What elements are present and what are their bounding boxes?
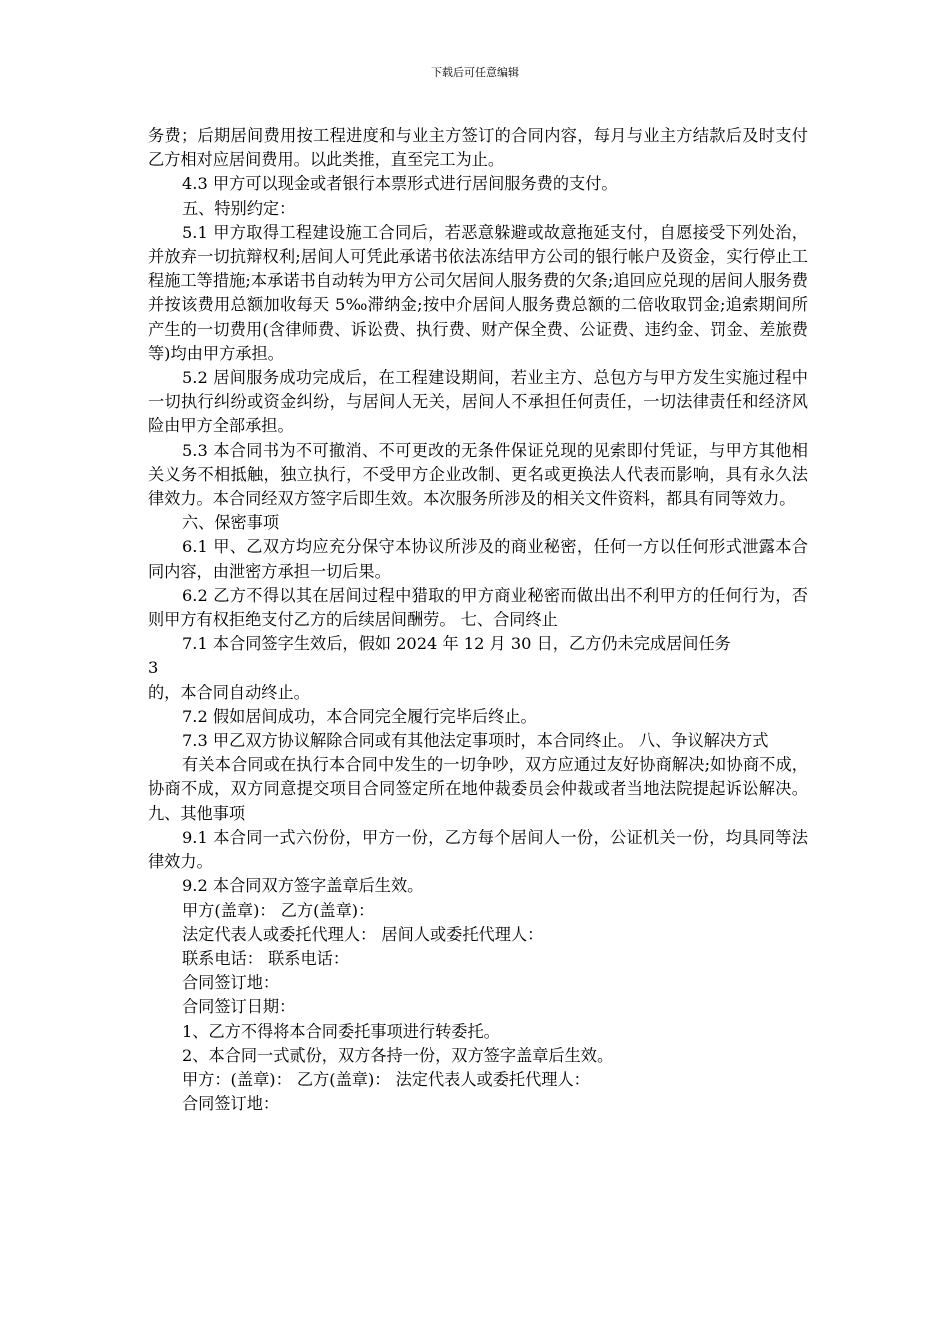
paragraph: 5.2 居间服务成功完成后，在工程建设期间，若业主方、总包方与甲方发生实施过程中一切执行纠纷或资金纠纷，与居间人无关，居间人不承担任何责任，一切法律责任和经济风险由甲方全部承担。	[148, 368, 808, 436]
paragraph: 务费；后期居间费用按工程进度和与业主方签订的合同内容，每月与业主方结款后及时支付乙方相对应居间费用。以此类推，直至完工为止。	[148, 126, 808, 170]
document-body	[148, 124, 808, 1116]
signature-line: 联系电话： 联系电话：	[182, 948, 350, 968]
signature-line: 合同签订日期：	[182, 997, 296, 1017]
paragraph: 5.3 本合同书为不可撤消、不可更改的无条件保证兑现的见索即付凭证，与甲方其他相关义务不相抵触，独立执行，不受甲方企业改制、更名或更换法人代表而影响，具有永久法律效力。本合同经双方签字后即生效。本次服务所涉及的相关文件资料，都具有同等效力。	[148, 440, 808, 509]
paragraph: 的，本合同自动终止。	[148, 682, 310, 702]
paragraph: 6.1 甲、乙双方均应充分保守本协议所涉及的商业秘密，任何一方以任何形式泄露本合同内容，由泄密方承担一切后果。	[148, 537, 808, 581]
signature-line: 甲方：(盖章)： 乙方(盖章)： 法定代表人或委托代理人：	[182, 1069, 590, 1089]
signature-line: 合同签订地：	[182, 973, 280, 993]
signature-line: 甲方(盖章)： 乙方(盖章)：	[182, 900, 375, 920]
paragraph: 7.2 假如居间成功，本合同完全履行完毕后终止。	[182, 706, 537, 726]
section-heading: 六、保密事项	[182, 513, 280, 533]
page-header: 下载后可任意编辑	[431, 66, 519, 79]
paragraph: 5.1 甲方取得工程建设施工合同后，若恶意躲避或故意拖延支付，自愿接受下列处治，并放弃一切抗辩权利;居间人可凭此承诺书依法冻结甲方公司的银行帐户及资金，实行停止工程施工等措施;本承诺书自动转为甲方公司欠居间人服务费的欠条;追回应兑现的居间人服务费并按该费用总额加收每天 5‰滞纳金;按中介居间人服务费总额的二倍收取罚金;追索期间所产生的一切费用(含律师费、诉讼费、执行费、财产保全费、公证费、违约金、罚金、差旅费等)均由甲方承担。	[148, 222, 808, 363]
paragraph: 7.3 甲乙双方协议解除合同或有其他法定事项时，本合同终止。 八、争议解决方式	[182, 731, 769, 751]
paragraph: 6.2 乙方不得以其在居间过程中猎取的甲方商业秘密而做出出不利甲方的任何行为，否则甲方有权拒绝支付乙方的后续居间酬劳。 七、合同终止	[148, 585, 808, 630]
paragraph: 有关本合同或在执行本合同中发生的一切争吵，双方应通过友好协商解决;如协商不成，协商不成，双方同意提交项目合同签定所在地仲裁委员会仲裁或者当地法院提起诉讼解决。 九、其他事项	[148, 755, 808, 823]
paragraph: 7.1 本合同签字生效后，假如 2024 年 12 月 30 日，乙方仍未完成居间任务	[182, 634, 731, 654]
paragraph: 9.1 本合同一式六份份，甲方一份，乙方每个居间人一份，公证机关一份，均具同等法律效力。	[148, 827, 808, 872]
paragraph: 4.3 甲方可以现金或者银行本票形式进行居间服务费的支付。	[182, 174, 618, 194]
section-heading: 五、特别约定：	[182, 198, 296, 218]
page-number: 3	[148, 658, 159, 678]
paragraph: 9.2 本合同双方签字盖章后生效。	[182, 876, 424, 896]
signature-line: 合同签订地：	[182, 1094, 280, 1114]
note-line: 1、乙方不得将本合同委托事项进行转委托。	[182, 1021, 500, 1041]
note-line: 2、本合同一式贰份，双方各持一份，双方签字盖章后生效。	[182, 1045, 614, 1065]
signature-line: 法定代表人或委托代理人： 居间人或委托代理人：	[182, 924, 544, 944]
